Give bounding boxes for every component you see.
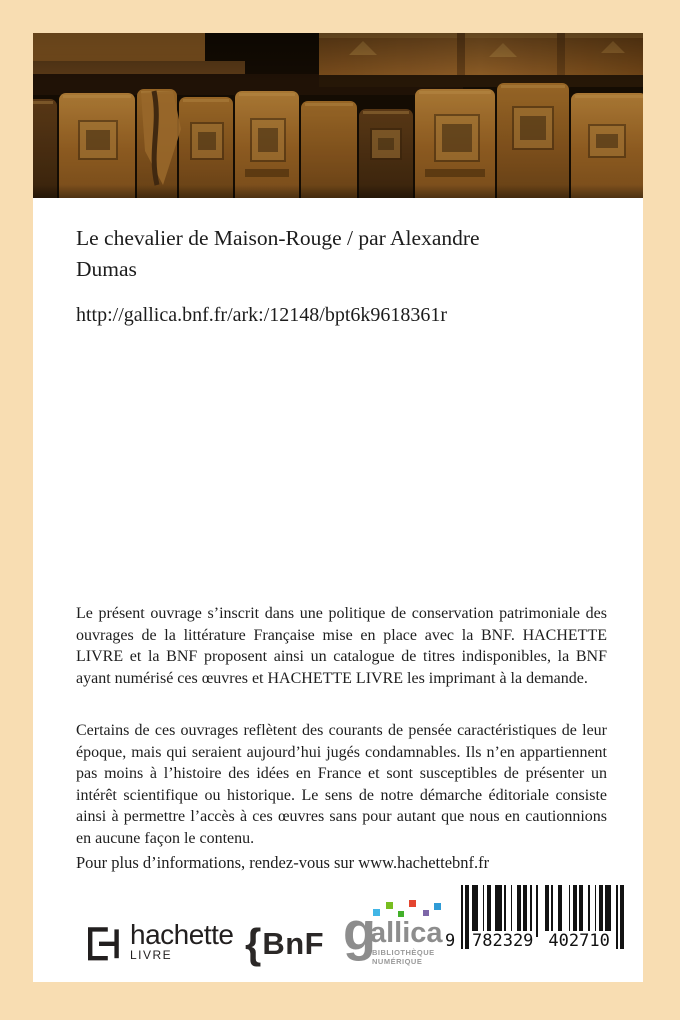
gallica-wordmark: allica [370,917,443,949]
gallica-subtitle-line2: NUMÉRIQUE [372,956,423,966]
ean-barcode [447,885,633,977]
barcode-digits [445,931,633,951]
info-line: Pour plus d’informations, rendez-vous sur www.hachettebnf.fr [76,853,490,872]
book-title [76,223,566,285]
hachette-livre-logo [83,921,233,963]
legal-paragraph-2: Certains de ces ouvrages reflètent des courants de pensée caractéristiques de leur époque, mais qui seraient aujourd’hui jugés condamnables. Ils n’en appartiennent pas moins à l’histoire des idées en France et sont susceptibles de présenter un intérêt scientifique ou historique. Le sens de notre démarche éditoriale consiste ainsi à permettre l’accès à ces œuvres sans pour autant que nous en cautionnions en aucune façon le contenu. [76,722,607,847]
gallica-mosaic-dot [386,902,393,909]
old-books-photo [33,33,643,198]
gallica-subtitle-line1: BIBLIOTHÈQUE [372,948,435,957]
barcode-digit-group2: 402710 [545,931,612,951]
hachette-name: hachette [130,919,234,950]
hachette-livre-label: LIVRE [130,948,173,962]
book-title-line2: Dumas [76,257,137,281]
gallica-mosaic-dot [423,910,429,916]
bnf-logo [245,920,325,967]
gallica-subtitle [372,949,435,966]
gallica-g-glyph: g [343,902,376,962]
bnf-brace-icon: { [245,920,262,967]
barcode-digit-left: 9 [445,931,459,951]
barcode-digit-group1: 782329 [469,931,536,951]
back-cover-page [33,33,643,982]
legal-paragraph-1: Le présent ouvrage s’inscrit dans une politique de conservation patrimoniale des ouvrages de la littérature Française mise en place avec la BNF. HACHETTE LIVRE et la BNF proposent ainsi un catalogue de titres indisponibles, la BNF ayant numérisé ces œuvres et HACHETTE LIVRE les imprimant à la demande. [76,605,607,687]
bnf-wordmark: BnF [262,926,325,961]
hachette-wordmark [130,921,233,962]
hachette-h-icon [83,923,123,963]
ark-url: http://gallica.bnf.fr/ark:/12148/bpt6k9618361r [76,304,448,326]
gallica-mosaic-dot [409,900,416,907]
gallica-mosaic-dot [434,903,441,910]
book-title-line1: Le chevalier de Maison-Rouge / par Alexandre [76,226,480,250]
